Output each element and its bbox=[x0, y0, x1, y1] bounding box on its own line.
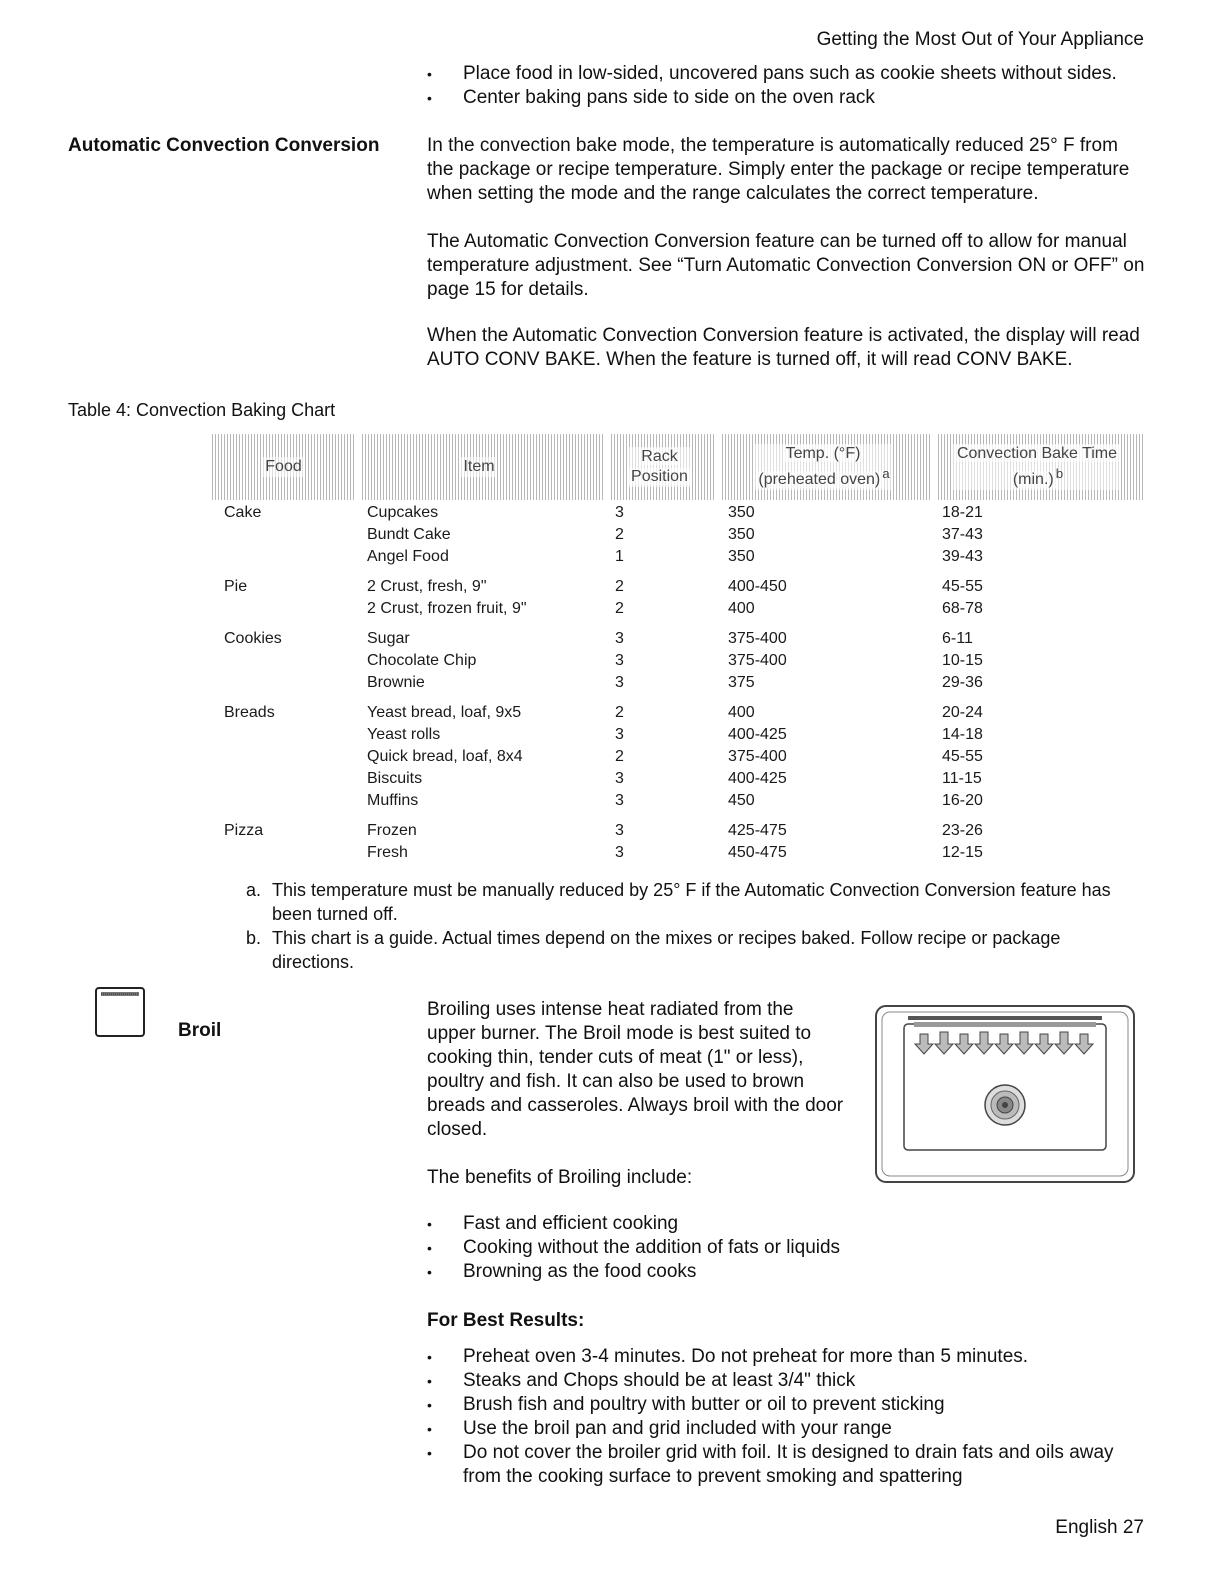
table-row: Fresh 3 450-475 12-15 bbox=[367, 844, 983, 861]
broil-mode-icon bbox=[94, 986, 146, 1038]
intro-bullet-list bbox=[427, 62, 1157, 110]
table-row: Yeast rolls 3 400-425 14-18 bbox=[367, 726, 983, 743]
header-temp: Temp. (°F) (preheated oven) $^a$ bbox=[716, 434, 930, 500]
list-item: • Use the broil pan and grid included with your range bbox=[427, 1417, 1149, 1441]
heat-arrows bbox=[915, 1032, 1093, 1054]
table-row: Bundt Cake 2 350 37-43 bbox=[367, 526, 983, 543]
list-item: • Cooking without the addition of fats or liquids bbox=[427, 1236, 1157, 1260]
table-footnotes bbox=[246, 878, 1146, 974]
broil-description: Broiling uses intense heat radiated from the upper burner. The Broil mode is best suited to cooking thin, tender cuts of meat (1" or less), poultry and fish. It can also be used to brown breads and casseroles. Always broil with the door closed. bbox=[427, 999, 844, 1140]
auto-conversion-paragraph-1: In the convection bake mode, the temperature is automatically reduced 25° F from the package or recipe temperature. Simply enter the package or recipe temperature when setting the mode and the range calculates the correct temperature. bbox=[427, 135, 1130, 204]
table-row: Chocolate Chip 3 375-400 10-15 bbox=[367, 652, 983, 669]
auto-conversion-paragraph-3: When the Automatic Convection Conversion feature is activated, the display will read AUTO CONV BAKE. When the feature is turned off, it will read CONV BAKE. bbox=[427, 325, 1140, 370]
table-group-cookies bbox=[212, 628, 1144, 694]
list-item: • Preheat oven 3-4 minutes. Do not preheat for more than 5 minutes. bbox=[427, 1345, 1149, 1369]
header-rack-position: Rack Position bbox=[603, 434, 716, 500]
footnote-a: a. This temperature must be manually reduced by 25° F if the Automatic Convection Conversion feature has been turned off. bbox=[246, 880, 1111, 924]
table-row: Muffins 3 450 16-20 bbox=[367, 792, 983, 809]
list-item: • Do not cover the broiler grid with foil. It is designed to drain fats and oils away from the cooking surface to prevent smoking and spattering bbox=[427, 1441, 1149, 1489]
convection-fan bbox=[985, 1085, 1025, 1125]
list-item: • Center baking pans side to side on the oven rack bbox=[427, 86, 1157, 110]
table-row: Cookies Sugar 3 375-400 6-11 bbox=[224, 630, 973, 647]
header-bake-time: Convection Bake Time (min.) $^b$ bbox=[930, 434, 1144, 500]
broil-benefits-list bbox=[427, 1212, 1157, 1284]
table-group-breads bbox=[212, 702, 1144, 812]
page-number: English 27 bbox=[1055, 1517, 1144, 1538]
list-item: • Browning as the food cooks bbox=[427, 1260, 1157, 1284]
broil-heading: Broil bbox=[178, 1020, 222, 1041]
table-row: Pie 2 Crust, fresh, 9" 2 400-450 45-55 bbox=[224, 578, 983, 595]
list-item: • Fast and efficient cooking bbox=[427, 1212, 1157, 1236]
best-results-list bbox=[427, 1345, 1149, 1489]
list-item: • Steaks and Chops should be at least 3/4" thick bbox=[427, 1369, 1149, 1393]
table-row: Angel Food 1 350 39-43 bbox=[367, 548, 983, 565]
auto-conversion-heading: Automatic Convection Conversion bbox=[68, 135, 380, 156]
header-item: Item bbox=[355, 434, 603, 500]
convection-baking-table bbox=[212, 434, 1144, 864]
footnote-b: b. This chart is a guide. Actual times depend on the mixes or recipes baked. Follow recipe or package directions. bbox=[246, 928, 1061, 972]
best-results-heading: For Best Results: bbox=[427, 1310, 585, 1331]
table-row: Pizza Frozen 3 425-475 23-26 bbox=[224, 822, 983, 839]
table-row: Biscuits 3 400-425 11-15 bbox=[367, 770, 982, 787]
table-row: Quick bread, loaf, 8x4 2 375-400 45-55 bbox=[367, 748, 983, 765]
table-body bbox=[212, 502, 1144, 864]
table-row: Cake Cupcakes 3 350 18-21 bbox=[224, 504, 983, 521]
list-item: • Brush fish and poultry with butter or oil to prevent sticking bbox=[427, 1393, 1149, 1417]
list-item: • Place food in low-sided, uncovered pans such as cookie sheets without sides. bbox=[427, 62, 1157, 86]
table-caption: Table 4: Convection Baking Chart bbox=[68, 400, 336, 420]
table-row: Brownie 3 375 29-36 bbox=[367, 674, 983, 691]
page-header-title: Getting the Most Out of Your Appliance bbox=[816, 29, 1144, 50]
table-group-cake bbox=[212, 502, 1144, 568]
table-group-pie bbox=[212, 576, 1144, 620]
table-header-row bbox=[212, 434, 1144, 500]
table-group-pizza bbox=[212, 820, 1144, 864]
header-food: Food bbox=[265, 458, 302, 475]
auto-conversion-paragraph-2: The Automatic Convection Conversion feature can be turned off to allow for manual temperature adjustment. See “Turn Automatic Convection Conversion ON or OFF” on page 15 for details. bbox=[427, 231, 1145, 300]
table-row: 2 Crust, frozen fruit, 9" 2 400 68-78 bbox=[367, 600, 983, 617]
table-row: Breads Yeast bread, loaf, 9x5 2 400 20-24 bbox=[224, 704, 983, 721]
broil-benefits-intro: The benefits of Broiling include: bbox=[427, 1167, 693, 1188]
broil-oven-illustration bbox=[874, 1004, 1136, 1186]
